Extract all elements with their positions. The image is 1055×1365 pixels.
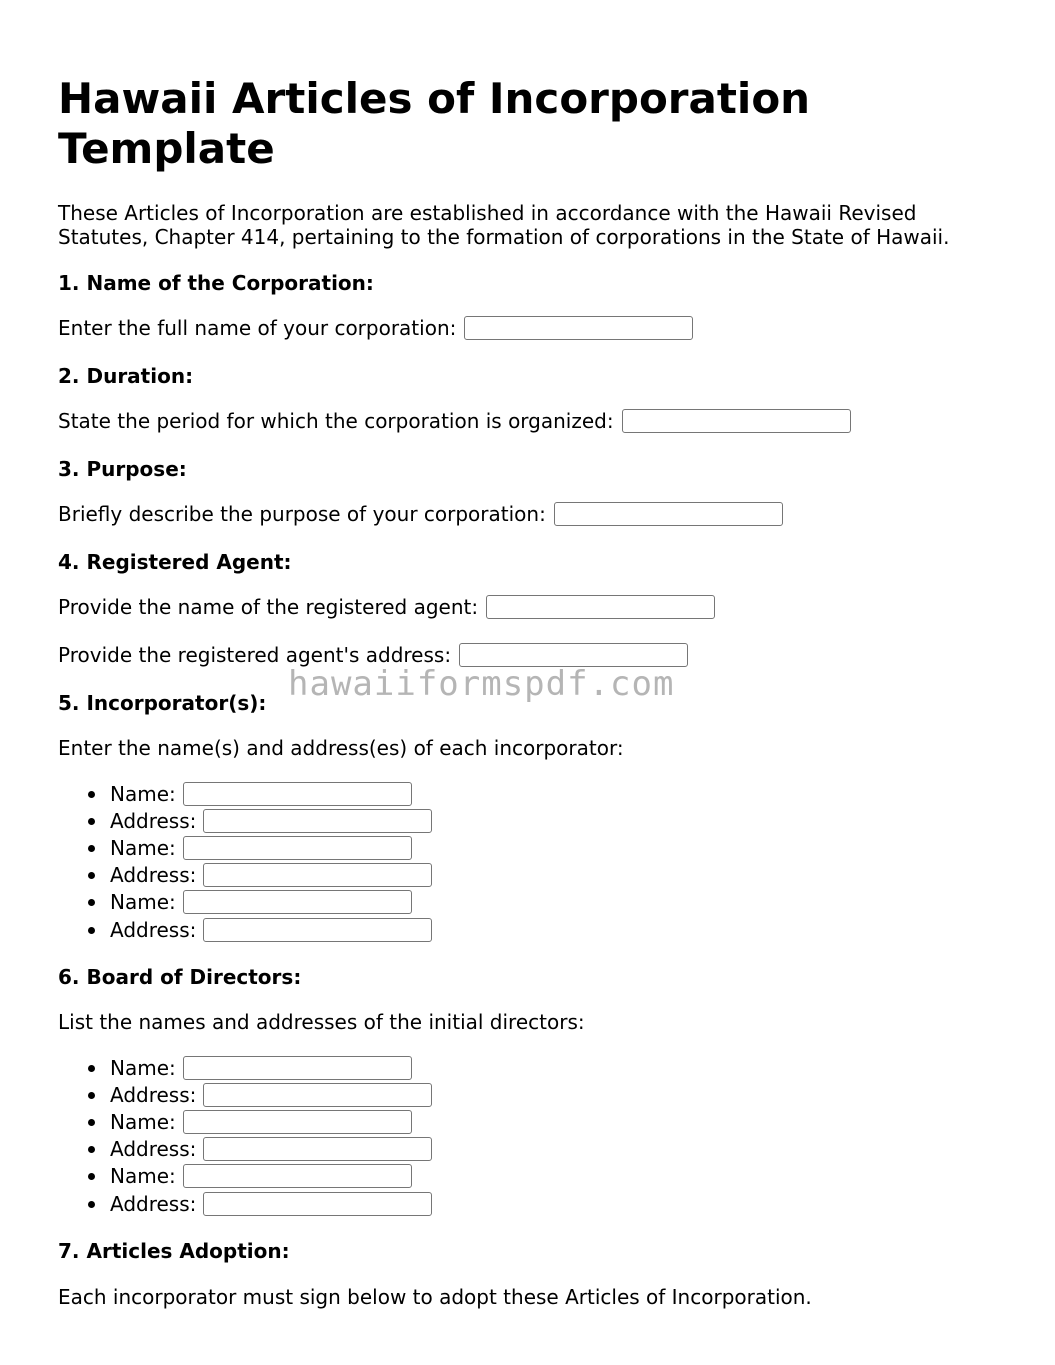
list-item bbox=[58, 1190, 432, 1217]
director-3-name-input[interactable] bbox=[183, 1164, 412, 1188]
section-heading-incorporators: 5. Incorporator(s): bbox=[58, 691, 267, 715]
director-name-label: Name: bbox=[110, 1164, 176, 1189]
incorporator-3-address-input[interactable] bbox=[203, 918, 432, 942]
bullet bbox=[88, 1092, 95, 1099]
corporation-name-input[interactable] bbox=[464, 316, 693, 340]
incorporator-name-label: Name: bbox=[110, 781, 176, 806]
bullet bbox=[88, 1201, 95, 1208]
purpose-input[interactable] bbox=[554, 502, 783, 526]
bullet bbox=[88, 818, 95, 825]
incorporator-3-name-input[interactable] bbox=[183, 890, 412, 914]
incorporator-address-label: Address: bbox=[110, 808, 197, 833]
duration-row bbox=[58, 409, 851, 433]
director-address-label: Address: bbox=[110, 1191, 197, 1216]
bullet bbox=[88, 1119, 95, 1126]
bullet bbox=[88, 791, 95, 798]
incorporator-2-name-input[interactable] bbox=[183, 836, 412, 860]
incorporators-prompt-text: Enter the name(s) and address(es) of each incorporator: bbox=[58, 736, 624, 760]
bullet bbox=[88, 899, 95, 906]
section-heading-purpose: 3. Purpose: bbox=[58, 457, 187, 481]
bullet bbox=[88, 1065, 95, 1072]
incorporator-1-name-input[interactable] bbox=[183, 782, 412, 806]
list-item bbox=[58, 862, 432, 889]
list-item bbox=[58, 1163, 432, 1190]
directors-prompt-text: List the names and addresses of the initial directors: bbox=[58, 1010, 585, 1034]
list-item bbox=[58, 1108, 432, 1135]
bullet bbox=[88, 927, 95, 934]
corporation-name-row bbox=[58, 316, 693, 340]
list-item bbox=[58, 916, 432, 943]
director-2-name-input[interactable] bbox=[183, 1110, 412, 1134]
purpose-row bbox=[58, 502, 783, 526]
incorporator-address-label: Address: bbox=[110, 863, 197, 888]
agent-name-input[interactable] bbox=[486, 595, 715, 619]
bullet bbox=[88, 1173, 95, 1180]
director-1-address-input[interactable] bbox=[203, 1083, 432, 1107]
incorporator-1-address-input[interactable] bbox=[203, 809, 432, 833]
section-heading-agent: 4. Registered Agent: bbox=[58, 550, 292, 574]
duration-label: State the period for which the corporation is organized: bbox=[58, 409, 614, 433]
list-item bbox=[58, 834, 432, 861]
director-address-label: Address: bbox=[110, 1137, 197, 1162]
bullet bbox=[88, 872, 95, 879]
bullet bbox=[88, 845, 95, 852]
adoption-text: Each incorporator must sign below to adopt these Articles of Incorporation. bbox=[58, 1285, 812, 1309]
section-heading-adoption: 7. Articles Adoption: bbox=[58, 1239, 290, 1263]
list-item bbox=[58, 1136, 432, 1163]
director-name-label: Name: bbox=[110, 1109, 176, 1134]
director-name-label: Name: bbox=[110, 1055, 176, 1080]
list-item bbox=[58, 889, 432, 916]
incorporator-name-label: Name: bbox=[110, 890, 176, 915]
agent-address-label: Provide the registered agent's address: bbox=[58, 643, 452, 667]
incorporator-name-label: Name: bbox=[110, 835, 176, 860]
section-heading-duration: 2. Duration: bbox=[58, 364, 194, 388]
incorporator-2-address-input[interactable] bbox=[203, 863, 432, 887]
director-address-label: Address: bbox=[110, 1082, 197, 1107]
directors-prompt bbox=[58, 1010, 585, 1034]
incorporator-address-label: Address: bbox=[110, 917, 197, 942]
agent-name-row bbox=[58, 595, 715, 619]
intro-paragraph: These Articles of Incorporation are established in accordance with the Hawaii Revised Statutes, Chapter 414, pertaining to the formation of corporations in the State of Hawaii. bbox=[58, 201, 950, 249]
director-1-name-input[interactable] bbox=[183, 1056, 412, 1080]
section-heading-name: 1. Name of the Corporation: bbox=[58, 271, 374, 295]
adoption-text-row bbox=[58, 1285, 812, 1309]
director-2-address-input[interactable] bbox=[203, 1137, 432, 1161]
list-item bbox=[58, 807, 432, 834]
page-title: Hawaii Articles of Incorporation Template bbox=[58, 74, 811, 173]
incorporators-prompt bbox=[58, 736, 624, 760]
list-item bbox=[58, 780, 432, 807]
duration-input[interactable] bbox=[622, 409, 851, 433]
purpose-label: Briefly describe the purpose of your corporation: bbox=[58, 502, 546, 526]
bullet bbox=[88, 1146, 95, 1153]
corporation-name-label: Enter the full name of your corporation: bbox=[58, 316, 457, 340]
list-item bbox=[58, 1081, 432, 1108]
section-heading-directors: 6. Board of Directors: bbox=[58, 965, 302, 989]
watermark: hawaiiformspdf.com bbox=[288, 664, 675, 704]
incorporators-list bbox=[58, 780, 432, 943]
director-3-address-input[interactable] bbox=[203, 1192, 432, 1216]
list-item bbox=[58, 1054, 432, 1081]
agent-name-label: Provide the name of the registered agent: bbox=[58, 595, 479, 619]
directors-list bbox=[58, 1054, 432, 1217]
